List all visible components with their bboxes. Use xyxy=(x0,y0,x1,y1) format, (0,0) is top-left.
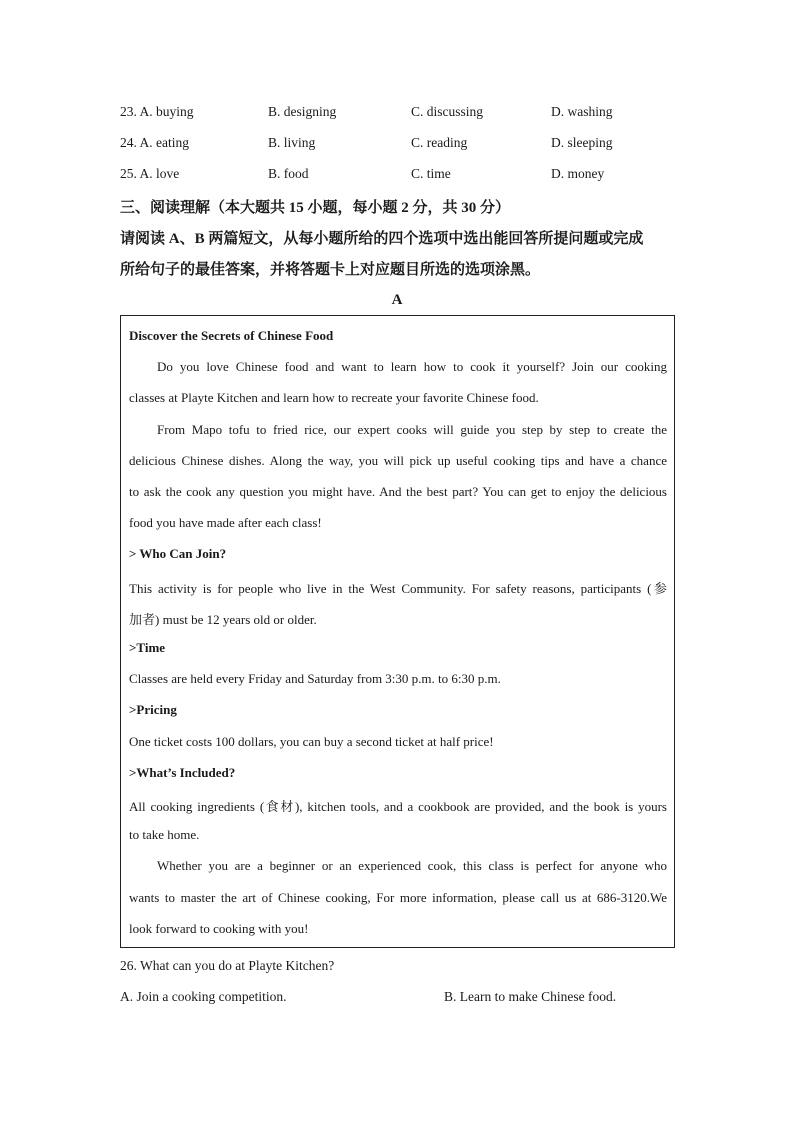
pricing-heading: >Pricing xyxy=(129,702,177,717)
option-25-b: B. food xyxy=(268,166,309,181)
option-25-c: C. time xyxy=(411,166,451,181)
included-line2: to take home. xyxy=(129,827,200,842)
question-26-option-a: A. Join a cooking competition. xyxy=(120,989,287,1004)
who-line2: 加者) must be 12 years old or older. xyxy=(129,612,317,627)
section-instruction-line2: 所给句子的最佳答案，并将答题卡上对应题目所选的选项涂黑。 xyxy=(120,262,541,278)
passage-label: A xyxy=(391,292,403,308)
option-25-d: D. money xyxy=(551,166,605,181)
p1-line1: Do you love Chinese food and want to learn how to cook it yourself? Join our cooking xyxy=(157,359,667,374)
option-row-25 xyxy=(0,166,794,186)
who-line1: This activity is for people who live in the West Community. For safety reasons, participants (参 xyxy=(129,581,667,596)
option-24-d: D. sleeping xyxy=(551,135,613,150)
time-heading: >Time xyxy=(129,640,166,655)
option-24-a: 24. A. eating xyxy=(120,135,189,150)
included-heading: >What’s Included? xyxy=(129,765,236,780)
p2-line4: food you have made after each class! xyxy=(129,515,322,530)
pricing-text: One ticket costs 100 dollars, you can buy a second ticket at half price! xyxy=(129,734,494,749)
closing-line3: look forward to cooking with you! xyxy=(129,921,309,936)
p2-line2: delicious Chinese dishes. Along the way, you will pick up useful cooking tips and have a chance xyxy=(129,453,667,468)
option-23-d: D. washing xyxy=(551,104,613,119)
option-25-a: 25. A. love xyxy=(120,166,180,181)
question-26-stem: 26. What can you do at Playte Kitchen? xyxy=(120,958,335,973)
closing-line1: Whether you are a beginner or an experienced cook, this class is perfect for anyone who xyxy=(157,858,667,873)
closing-line2: wants to master the art of Chinese cooking, For more information, please call us at 686-3120.We xyxy=(129,890,667,905)
option-23-a: 23. A. buying xyxy=(120,104,194,119)
option-row-23 xyxy=(0,104,794,124)
p2-line3: to ask the cook any question you might have. And the best part? You can get to enjoy the delicious xyxy=(129,484,667,499)
question-26-option-b: B. Learn to make Chinese food. xyxy=(444,989,617,1004)
included-line1: All cooking ingredients (食材), kitchen tools, and a cookbook are provided, and the book is yours xyxy=(129,799,667,814)
passage-box xyxy=(120,315,675,948)
passage-title: Discover the Secrets of Chinese Food xyxy=(129,328,334,343)
option-24-b: B. living xyxy=(268,135,316,150)
option-24-c: C. reading xyxy=(411,135,468,150)
p1-line2: classes at Playte Kitchen and learn how to recreate your favorite Chinese food. xyxy=(129,390,539,405)
section-heading: 三、阅读理解（本大题共 15 小题，每小题 2 分，共 30 分） xyxy=(120,200,511,216)
p2-line1: From Mapo tofu to fried rice, our expert cooks will guide you step by step to create the xyxy=(157,422,667,437)
section-instruction-line1: 请阅读 A、B 两篇短文，从每小题所给的四个选项中选出能回答所提问题或完成 xyxy=(120,231,644,247)
option-23-b: B. designing xyxy=(268,104,337,119)
who-heading: > Who Can Join? xyxy=(129,546,227,561)
option-row-24 xyxy=(0,135,794,155)
time-text: Classes are held every Friday and Saturday from 3:30 p.m. to 6:30 p.m. xyxy=(129,671,501,686)
option-23-c: C. discussing xyxy=(411,104,484,119)
